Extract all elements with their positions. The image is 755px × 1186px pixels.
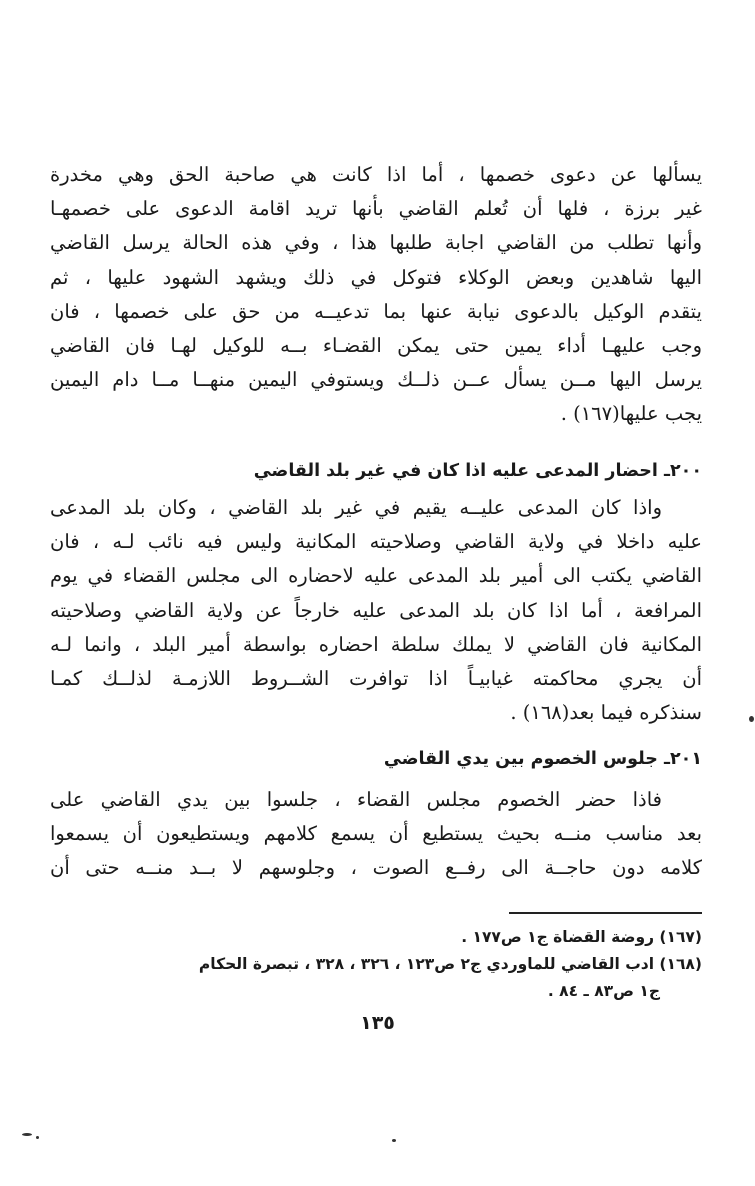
text-line: المكانية فان القاضي لا يملك سلطة احضاره بواسطة أمير البلد ، وانما لـه bbox=[50, 632, 702, 656]
text-line: سنذكره فيما بعد(١٦٨) . bbox=[510, 701, 702, 725]
scan-speck bbox=[22, 1133, 32, 1136]
text-line: يجب عليها(١٦٧) . bbox=[560, 402, 702, 426]
text-line: القاضي يكتب الى أمير بلد المدعى عليه لاحضاره الى مجلس القضاء في يوم bbox=[50, 564, 702, 588]
paragraph-201 bbox=[50, 783, 702, 886]
footnotes bbox=[50, 924, 702, 1005]
text-line: كلامه دون حاجــة الى رفــع الصوت ، وجلوسهم لا بــد منــه حتى أن bbox=[50, 856, 702, 880]
paragraph-200 bbox=[50, 491, 702, 730]
text-line: أن يجري محاكمته غيابيـاً اذا توافرت الشــروط اللازمـة لذلــك كمـا bbox=[50, 667, 702, 691]
text-line: فاذا حضر الخصوم مجلس القضاء ، جلسوا بين يدي القاضي على bbox=[50, 788, 662, 811]
text-line: بعد مناسب منــه بحيث يستطيع أن يسمع كلامهم ويستطيعون أن يسمعوا bbox=[50, 822, 702, 846]
footnote-168-continuation: ج١ ص٨٣ ـ ٨٤ . bbox=[547, 982, 660, 1000]
page-body bbox=[50, 158, 702, 880]
text-line: عليه داخلا في ولاية القاضي وصلاحيته المكانية وليس فيه نائب لـه ، فان bbox=[50, 530, 702, 554]
text-line: اليها شاهدين وبعض الوكلاء فتوكل في ذلك ويشهد الشهود عليها ، ثم bbox=[50, 265, 702, 289]
text-line: المرافعة ، أما اذا كان بلد المدعى عليه خارجاً عن ولاية القاضي وصلاحيته bbox=[50, 598, 702, 622]
text-line: يرسل اليها مــن يسأل عــن ذلــك ويستوفي اليمين منهــا مــا دام اليمين bbox=[50, 368, 702, 392]
text-line: يسألها عن دعوى خصمها ، أما اذا كانت هي صاحبة الحق وهي مخدرة bbox=[50, 163, 702, 186]
footnote-168: (١٦٨) ادب القاضي للماوردي ج٢ ص١٢٣ ، ٣٢٦ ، ٣٢٨ ، تبصرة الحكام bbox=[198, 955, 702, 973]
scan-speck bbox=[36, 1136, 39, 1139]
text-line: يتقدم الوكيل بالدعوى نيابة عنها بما تدعيــه من حق على خصمها ، فان bbox=[50, 299, 702, 323]
section-heading-201: ٢٠١ـ جلوس الخصوم بين يدي القاضي bbox=[383, 749, 702, 769]
section-heading-200: ٢٠٠ـ احضار المدعى عليه اذا كان في غير بلد القاضي bbox=[253, 461, 702, 481]
scan-speck bbox=[749, 716, 754, 722]
footnote-divider bbox=[509, 912, 702, 914]
text-line: وأنها تطلب من القاضي اجابة طلبها هذا ، وفي هذه الحالة يرسل القاضي bbox=[50, 231, 702, 255]
footnote-167: (١٦٧) روضة القضاة ج١ ص١٧٧ . bbox=[461, 928, 702, 946]
text-line: وجب عليهـا أداء يمين حتى يمكن القضـاء بــه للوكيل لهـا فان القاضي bbox=[50, 334, 702, 358]
text-line: واذا كان المدعى عليــه يقيم في غير بلد القاضي ، وكان بلد المدعى bbox=[50, 496, 662, 519]
text-line: غير برزة ، فلها أن تُعلم القاضي بأنها تريد اقامة الدعوى على خصمهـا bbox=[50, 197, 702, 221]
scan-speck bbox=[392, 1139, 396, 1142]
page-number: ١٣٥ bbox=[360, 1012, 395, 1034]
paragraph-intro bbox=[50, 158, 702, 432]
